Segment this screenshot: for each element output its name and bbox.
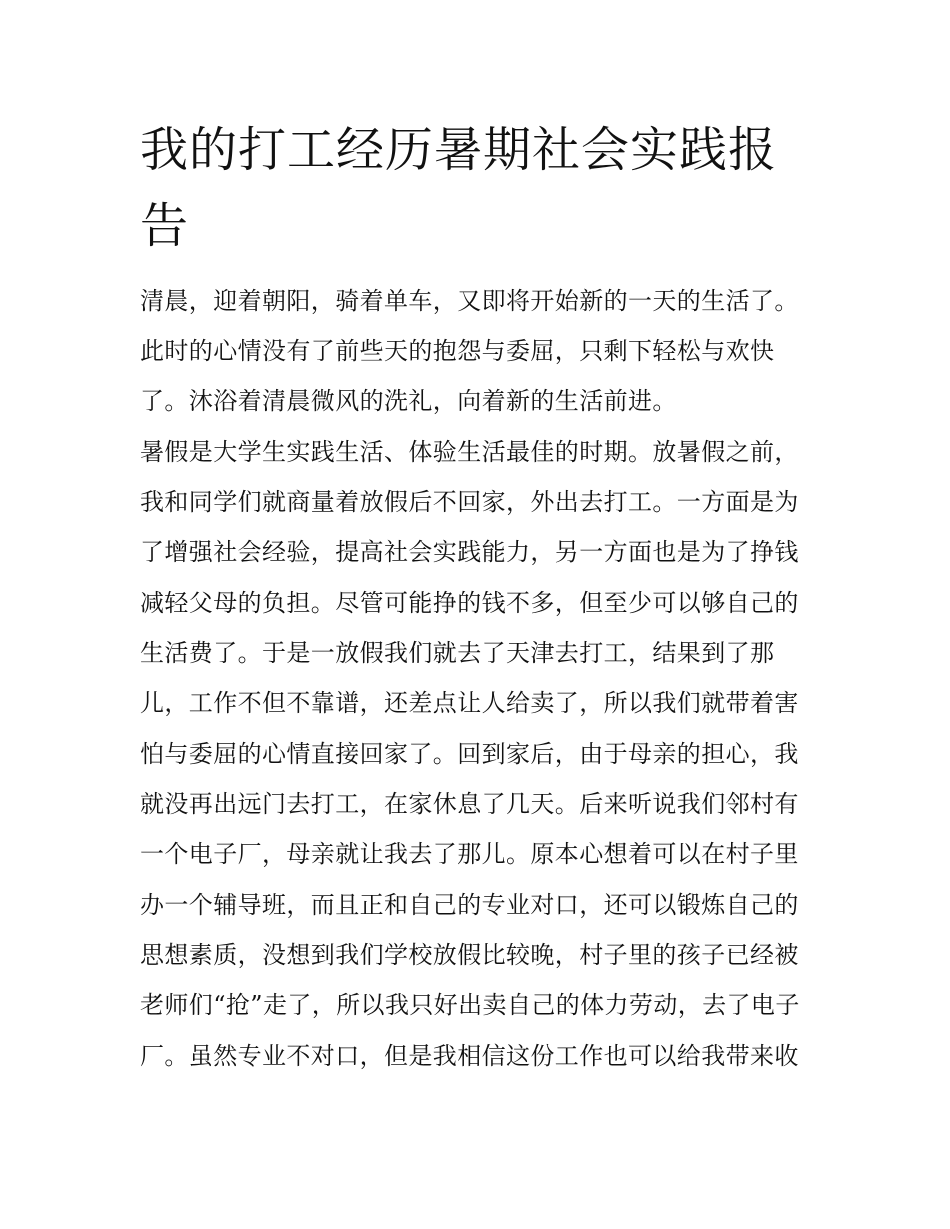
- body-text-line: 怕与委屈的心情直接回家了。回到家后，由于母亲的担心，我: [140, 740, 799, 768]
- body-text-line: 一个电子厂，母亲就让我去了那儿。原本心想着可以在村子里: [140, 840, 799, 868]
- body-text-line: 我和同学们就商量着放假后不回家，外出去打工。一方面是为: [140, 488, 799, 516]
- body-text-line: 暑假是大学生实践生活、体验生活最佳的时期。放暑假之前，: [140, 438, 799, 466]
- title-line-2: 告: [140, 198, 190, 254]
- body-text-line: 减轻父母的负担。尽管可能挣的钱不多，但至少可以够自己的: [140, 589, 799, 617]
- body-text-line: 生活费了。于是一放假我们就去了天津去打工，结果到了那: [140, 639, 775, 667]
- document-title: [140, 112, 820, 264]
- body-text-line: 儿，工作不但不靠谱，还差点让人给卖了，所以我们就带着害: [140, 689, 799, 717]
- body-text-line: 清晨，迎着朝阳，骑着单车，又即将开始新的一天的生活了。: [140, 287, 799, 315]
- body-text-line: 此时的心情没有了前些天的抱怨与委屈，只剩下轻松与欢快: [140, 337, 775, 365]
- title-line-1: 我的打工经历暑期社会实践报: [140, 122, 778, 178]
- body-text-line: 办一个辅导班，而且正和自己的专业对口，还可以锻炼自己的: [140, 891, 799, 919]
- body-text-line: 了增强社会经验，提高社会实践能力，另一方面也是为了挣钱: [140, 538, 799, 566]
- body-text-line: 就没再出远门去打工，在家休息了几天。后来听说我们邻村有: [140, 790, 799, 818]
- body-text-line: 了。沐浴着清晨微风的洗礼，向着新的生活前进。: [140, 387, 677, 415]
- body-text-line: 老师们“抢”走了，所以我只好出卖自己的体力劳动，去了电子: [140, 991, 800, 1019]
- body-text-line: 厂。虽然专业不对口，但是我相信这份工作也可以给我带来收: [140, 1042, 799, 1070]
- body-text-line: 思想素质，没想到我们学校放假比较晚，村子里的孩子已经被: [140, 941, 799, 969]
